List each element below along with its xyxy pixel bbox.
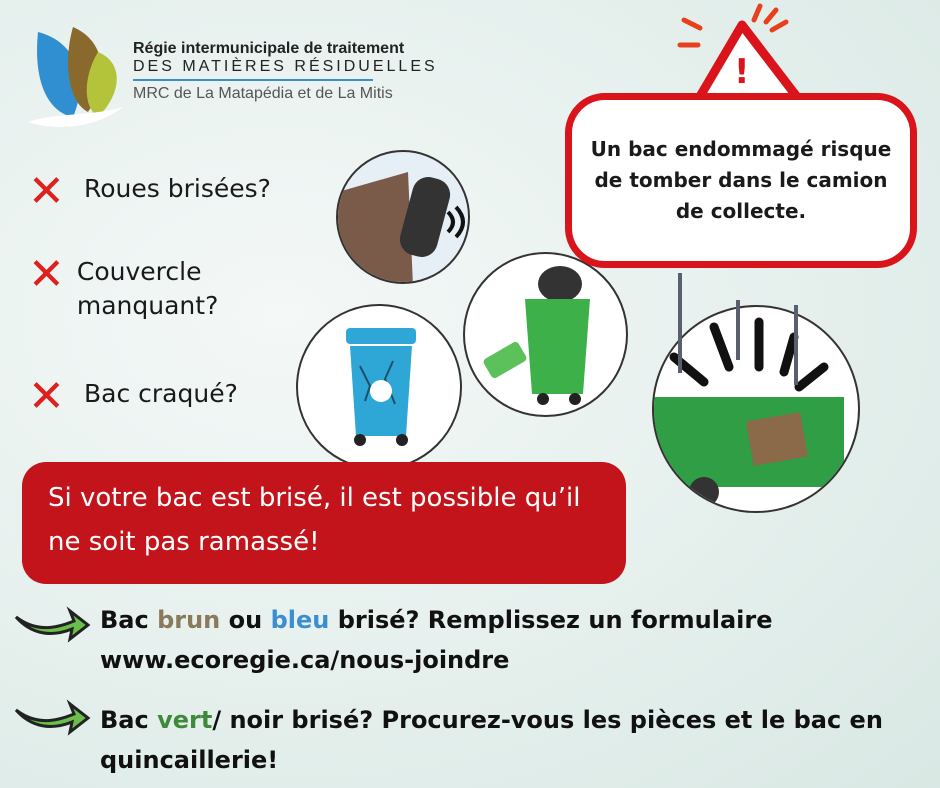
- warning-bubble: [565, 93, 917, 268]
- broken-wheel-illustration: [336, 150, 470, 284]
- brown-word: brun: [157, 606, 221, 634]
- problem-missing-lid: [28, 249, 288, 323]
- green-arrow-icon: [12, 603, 92, 643]
- green-arrow-icon: [12, 696, 92, 736]
- problem-label: Roues brisées?: [84, 174, 271, 203]
- info-text: brisé? Remplissez un formulaire: [329, 606, 773, 634]
- motion-line: [736, 300, 740, 360]
- problem-label: Couvercle manquant?: [76, 257, 219, 320]
- x-mark-icon: ✕: [28, 249, 65, 300]
- cracked-blue-bin-illustration: [296, 304, 462, 470]
- warning-exclamation: !: [734, 52, 750, 92]
- green-bin-missing-lid-illustration: [463, 252, 628, 417]
- green-word: vert: [157, 706, 213, 734]
- problem-label: Bac craqué?: [84, 379, 238, 408]
- info-text: brisé? Procurez-vous les pièces et le bac en quincaillerie!: [100, 706, 883, 774]
- problem-cracked-bin: [28, 371, 238, 422]
- logo-title: Régie intermunicipale de traitement: [133, 40, 405, 57]
- logo-leaves-icon: [28, 22, 128, 132]
- garbage-truck-illustration: [652, 305, 860, 513]
- motion-line: [794, 305, 798, 385]
- info-text: Bac: [100, 606, 158, 634]
- logo-subtitle: DES MATIÈRES RÉSIDUELLES: [133, 58, 438, 75]
- contact-form-link[interactable]: www.ecoregie.ca/nous-joindre: [100, 646, 510, 674]
- logo-divider: [133, 79, 373, 81]
- blue-word: bleu: [270, 606, 330, 634]
- x-mark-icon: ✕: [28, 166, 65, 217]
- warning-banner: [22, 462, 626, 584]
- info-brown-blue-bins: [100, 600, 930, 680]
- x-mark-icon: ✕: [28, 371, 65, 422]
- black-word: noir: [229, 706, 284, 734]
- info-text: ou: [220, 606, 271, 634]
- info-green-black-bins: [100, 700, 900, 780]
- info-text: Bac: [100, 706, 158, 734]
- logo-region: MRC de La Matapédia et de La Mitis: [133, 85, 393, 102]
- banner-text: Si votre bac est brisé, il est possible qu’il ne soit pas ramassé!: [48, 483, 581, 557]
- motion-line: [678, 273, 682, 373]
- warning-text: Un bac endommagé risque de tomber dans le camion de collecte.: [590, 137, 892, 223]
- info-text: /: [212, 706, 230, 734]
- problem-broken-wheels: [28, 166, 271, 217]
